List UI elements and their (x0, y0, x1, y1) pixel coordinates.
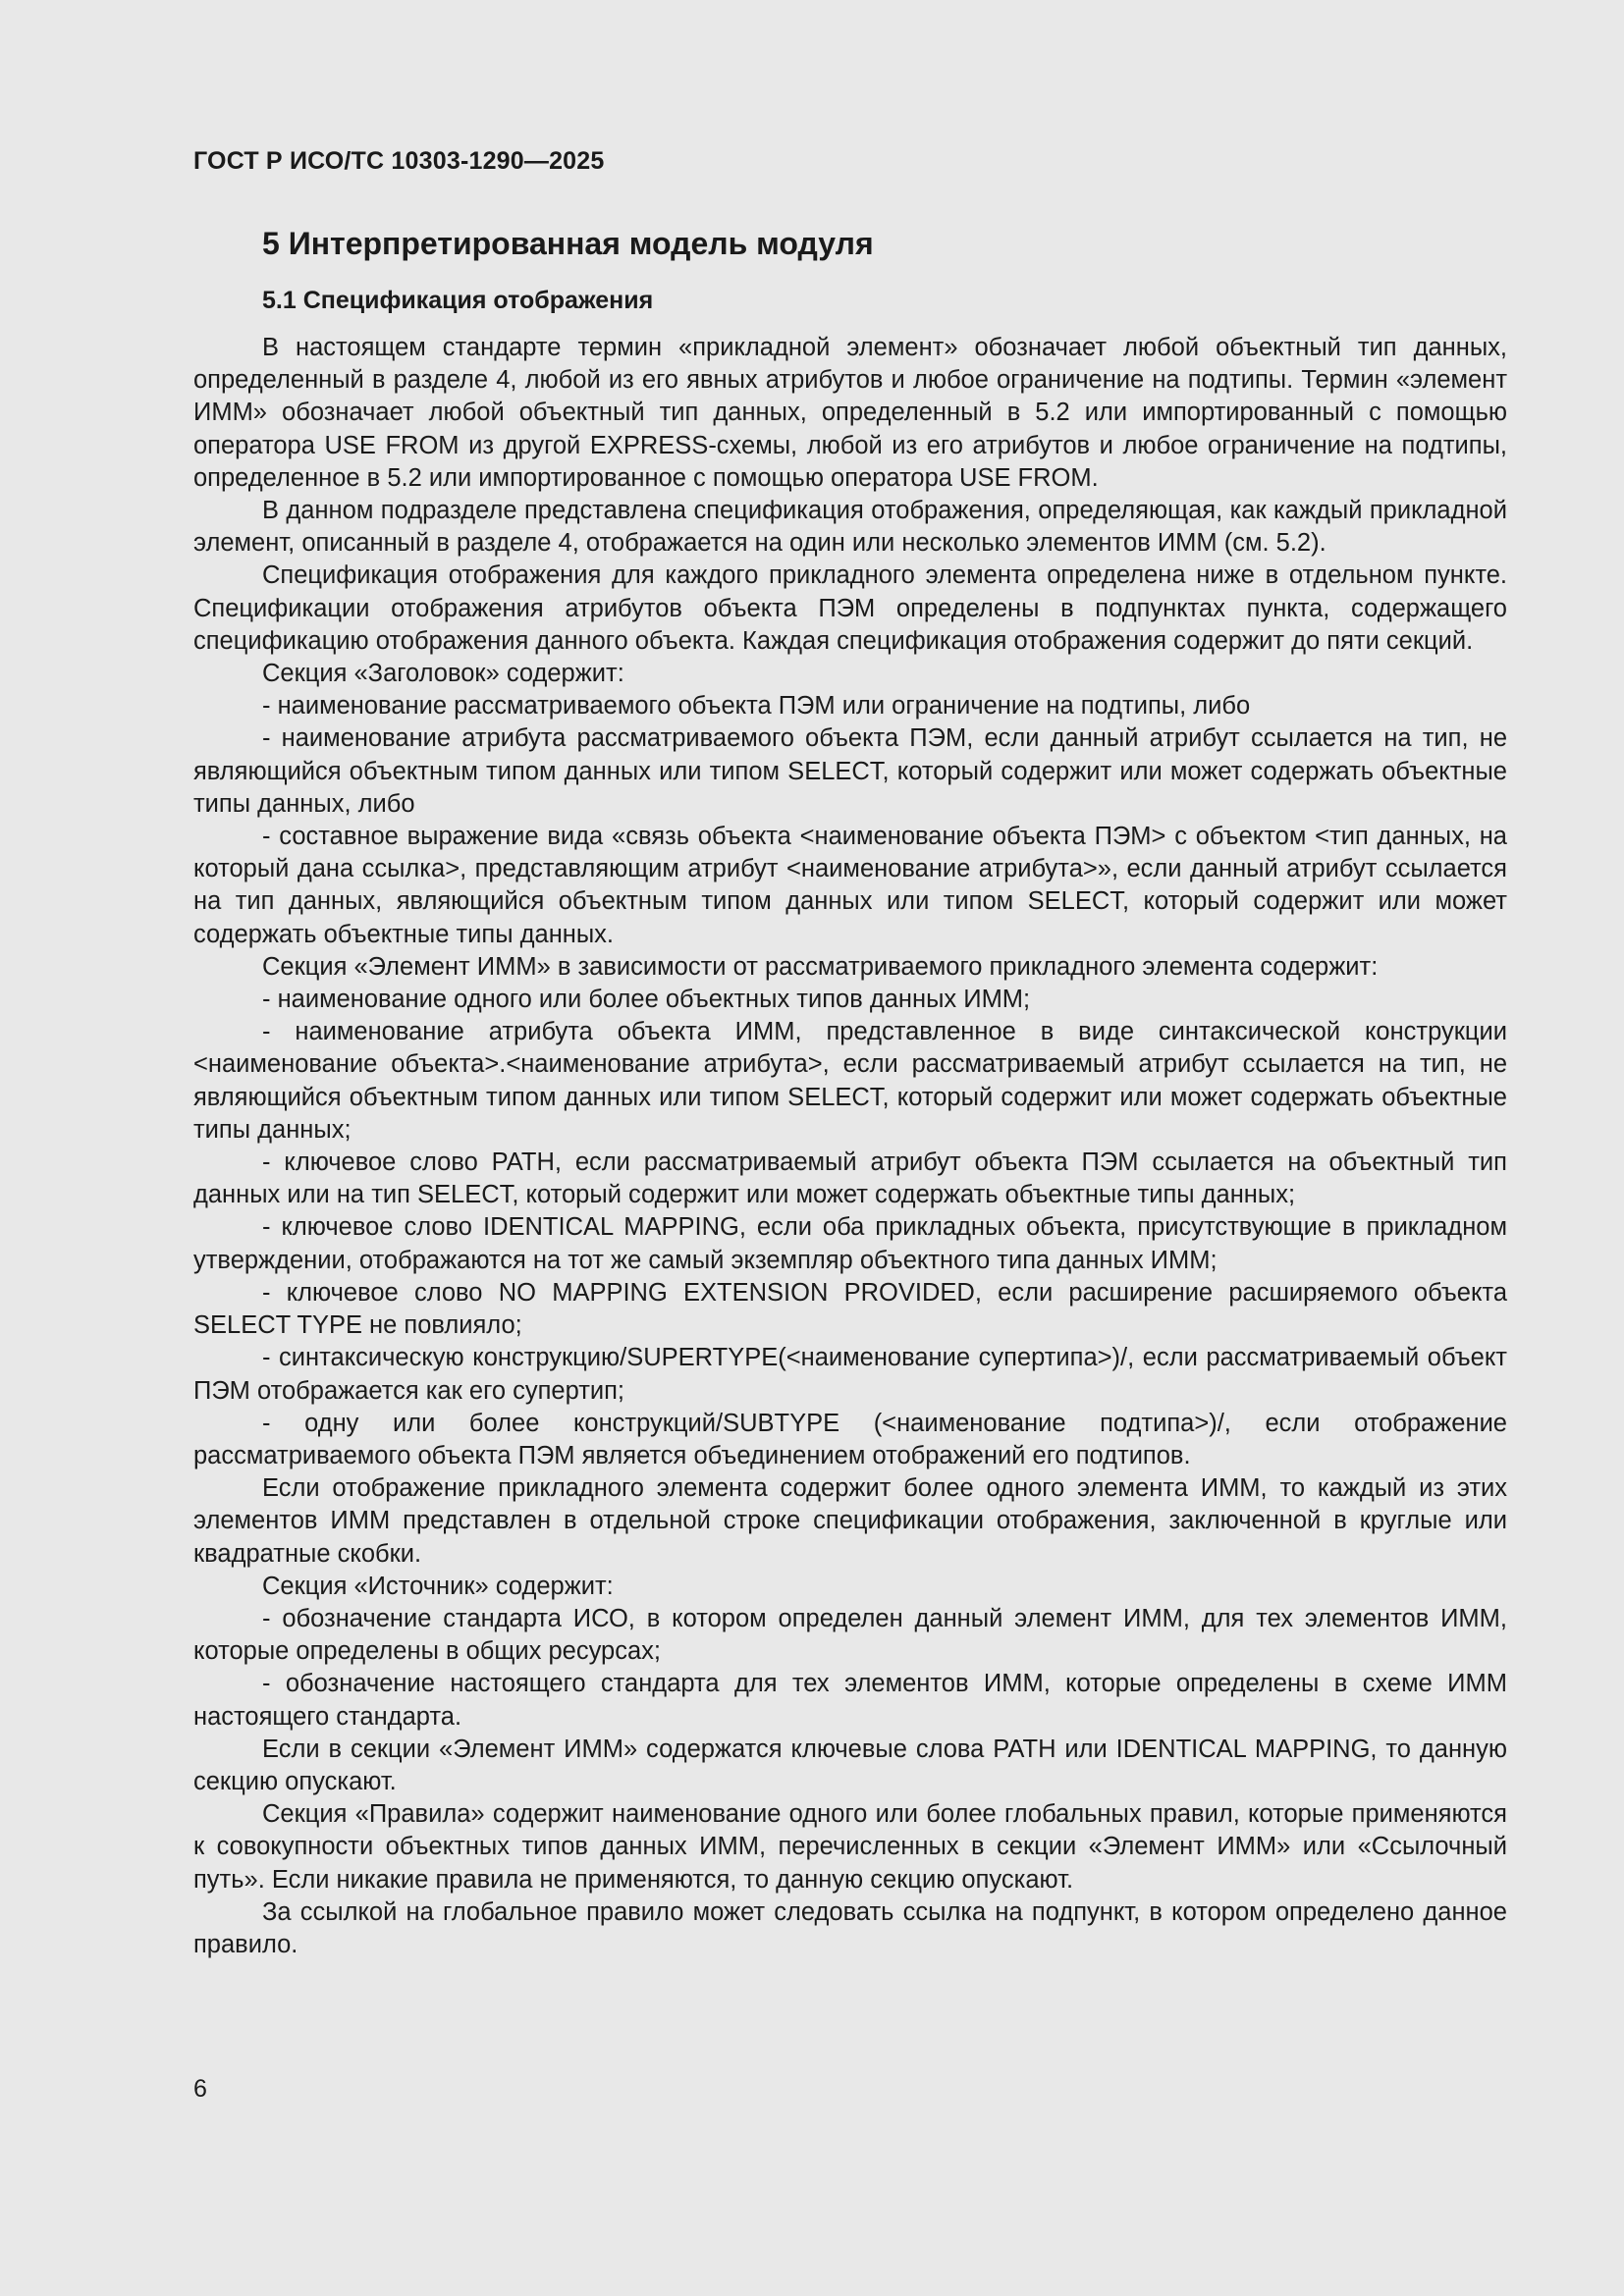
paragraph: В настоящем стандарте термин «прикладной элемент» обозначает любой объектный тип данных, определенный в разделе 4, любой из его явных атрибутов и любое ограничение на подтипы. Термин «элемент ИММ» обозначает любой объектный тип данных, определенный в 5.2 или импортированный с помощью оператора USE FROM из другой EXPRESS-схемы, любой из его атрибутов и любое ограничение на подтипы, определенное в 5.2 или импортированное с помощью оператора USE FROM. (193, 334, 1507, 492)
body-text (193, 332, 1507, 1961)
paragraph: Если в секции «Элемент ИММ» содержатся ключевые слова PATH или IDENTICAL MAPPING, то данную секцию опускают. (193, 1735, 1507, 1795)
paragraph: Секция «Источник» содержит: (262, 1572, 614, 1600)
list-item: - наименование атрибута рассматриваемого объекта ПЭМ, если данный атрибут ссылается на тип, не являющийся объектным типом данных или типом SELECT, который содержит или может содержать объектные типы данных, либо (193, 724, 1507, 818)
list-item: - одну или более конструкций/SUBTYPE (<наименование подтипа>)/, если отображение рассматриваемого объекта ПЭМ является объединением отображений его подтипов. (193, 1409, 1507, 1469)
list-item: - наименование атрибута объекта ИММ, представленное в виде синтаксической конструкции <наименование объекта>.<наименование атрибута>, если рассматриваемый атрибут ссылается на тип, не являющийся объектным типом данных или типом SELECT, который содержит или может содержать объектные типы данных; (193, 1018, 1507, 1144)
list-item: - наименование одного или более объектных типов данных ИММ; (262, 986, 1031, 1014)
document-header: ГОСТ Р ИСО/ТС 10303-1290—2025 (193, 147, 605, 175)
list-item: - ключевое слово NO MAPPING EXTENSION PROVIDED, если расширение расширяемого объекта SELECT TYPE не повлияло; (193, 1278, 1507, 1340)
paragraph: За ссылкой на глобальное правило может следовать ссылка на подпункт, в котором определено данное правило. (193, 1897, 1507, 1958)
paragraph: Спецификация отображения для каждого прикладного элемента определена ниже в отдельном пункте. Спецификации отображения атрибутов объекта ПЭМ определены в подпунктах пункта, содержащего спецификацию отображения данного объекта. Каждая спецификация отображения содержит до пяти секций. (193, 561, 1507, 655)
list-item: - синтаксическую конструкцию/SUPERTYPE(<наименование супертипа>)/, если рассматриваемый объект ПЭМ отображается как его супертип; (193, 1344, 1507, 1405)
subsection-title: 5.1 Спецификация отображения (262, 287, 654, 314)
list-item: - наименование рассматриваемого объекта ПЭМ или ограничение на подтипы, либо (262, 692, 1251, 721)
section-title: 5 Интерпретированная модель модуля (262, 226, 874, 261)
list-item: - составное выражение вида «связь объекта <наименование объекта ПЭМ> с объектом <тип данных, на который дана ссылка>, представляющим атрибут <наименование атрибута>», если данный атрибут ссылается на тип данных, являющийся объектным типом данных или типом SELECT, который содержит или может содержать объектные типы данных. (193, 823, 1507, 948)
list-item: - ключевое слово IDENTICAL MAPPING, если оба прикладных объекта, присутствующие в прикладном утверждении, отображаются на тот же самый экземпляр объектного типа данных ИММ; (193, 1213, 1507, 1274)
paragraph: В данном подразделе представлена спецификация отображения, определяющая, как каждый прикладной элемент, описанный в разделе 4, отображается на один или несколько элементов ИММ (см. 5.2). (193, 497, 1507, 558)
list-item: - ключевое слово PATH, если рассматриваемый атрибут объекта ПЭМ ссылается на объектный тип данных или на тип SELECT, который содержит или может содержать объектные типы данных; (193, 1148, 1507, 1209)
page-number: 6 (193, 2075, 207, 2103)
list-item: - обозначение настоящего стандарта для тех элементов ИММ, которые определены в схеме ИММ настоящего стандарта. (193, 1670, 1507, 1731)
list-item: - обозначение стандарта ИСО, в котором определен данный элемент ИММ, для тех элементов ИММ, которые определены в общих ресурсах; (193, 1604, 1507, 1666)
paragraph: Если отображение прикладного элемента содержит более одного элемента ИММ, то каждый из этих элементов ИММ представлен в отдельной строке спецификации отображения, заключенной в круглые или квадратные скобки. (193, 1474, 1507, 1568)
paragraph: Секция «Элемент ИММ» в зависимости от рассматриваемого прикладного элемента содержит: (262, 952, 1379, 981)
paragraph: Секция «Заголовок» содержит: (262, 660, 624, 688)
paragraph: Секция «Правила» содержит наименование одного или более глобальных правил, которые применяются к совокупности объектных типов данных ИММ, перечисленных в секции «Элемент ИММ» или «Ссылочный путь». Если никакие правила не применяются, то данную секцию опускают. (193, 1800, 1507, 1894)
